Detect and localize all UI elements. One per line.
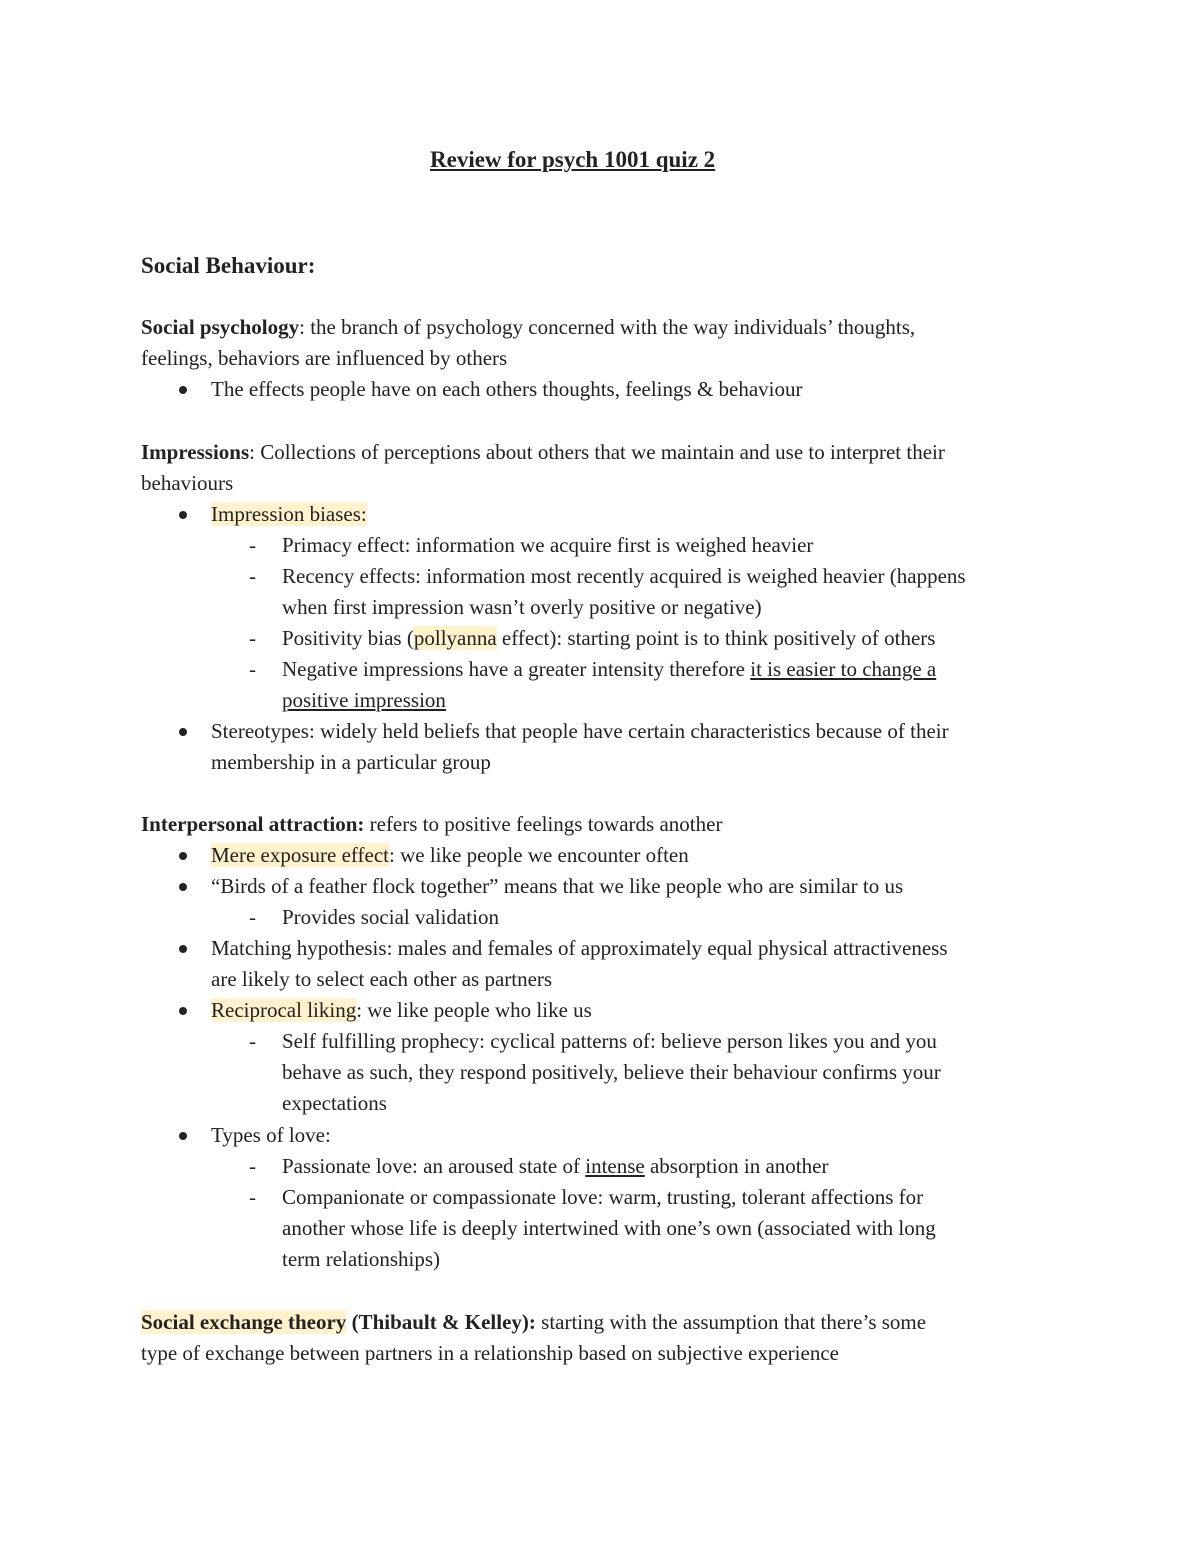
matching-line-1: Matching hypothesis: males and females of approximately equal physical attractiveness	[211, 936, 948, 960]
attraction-term: Interpersonal attraction:	[141, 812, 365, 836]
stereotypes-line-1: Stereotypes: widely held beliefs that people have certain characteristics because of their	[211, 719, 949, 743]
dash-marker: -	[249, 1154, 256, 1178]
dash-marker: -	[249, 626, 256, 650]
self-fulfilling-line-1: Self fulfilling prophecy: cyclical patterns of: believe person likes you and you	[282, 1029, 937, 1053]
impression-biases-label: Impression biases:	[211, 502, 367, 526]
recency-line-2: when first impression wasn’t overly positive or negative)	[282, 595, 762, 619]
impressions-line-1: Impressions: Collections of perceptions about others that we maintain and use to interpret their	[141, 440, 945, 464]
attraction-line: Interpersonal attraction: refers to positive feelings towards another	[141, 812, 723, 836]
positivity-bias: Positivity bias (pollyanna effect): starting point is to think positively of others	[282, 626, 936, 650]
dash-marker: -	[249, 564, 256, 588]
companionate-line-1: Companionate or compassionate love: warm, trusting, tolerant affections for	[282, 1185, 924, 1209]
recency-line-1: Recency effects: information most recently acquired is weighed heavier (happens	[282, 564, 966, 588]
dash-marker: -	[249, 657, 256, 681]
impressions-term: Impressions	[141, 440, 250, 464]
dash-marker: -	[249, 533, 256, 557]
social-psych-term: Social psychology	[141, 315, 300, 339]
exchange-line-1: Social exchange theory (Thibault & Kelley): starting with the assumption that there’s some	[141, 1310, 927, 1334]
bullet-icon	[179, 386, 187, 394]
types-of-love: Types of love:	[211, 1123, 331, 1147]
stereotypes-line-2: membership in a particular group	[211, 750, 491, 774]
dash-marker: -	[249, 905, 256, 929]
negative-impressions-line-1: Negative impressions have a greater intensity therefore it is easier to change a	[282, 657, 937, 681]
dash-marker: -	[249, 1185, 256, 1209]
exchange-line-2: type of exchange between partners in a relationship based on subjective experience	[141, 1341, 839, 1365]
bullet-icon	[179, 511, 187, 519]
negative-impressions-line-2: positive impression	[282, 688, 446, 712]
self-fulfilling-line-3: expectations	[282, 1091, 387, 1115]
bullet-icon	[179, 1007, 187, 1015]
companionate-line-2: another whose life is deeply intertwined with one’s own (associated with long	[282, 1216, 936, 1240]
primacy-effect: Primacy effect: information we acquire first is weighed heavier	[282, 533, 814, 557]
page-title: Review for psych 1001 quiz 2	[430, 147, 716, 172]
companionate-line-3: term relationships)	[282, 1247, 441, 1271]
self-fulfilling-line-2: behave as such, they respond positively, believe their behaviour confirms your	[282, 1060, 941, 1084]
mere-exposure: Mere exposure effect: we like people we encounter often	[211, 843, 689, 867]
bullet-icon	[179, 852, 187, 860]
bullet-icon	[179, 1132, 187, 1140]
bullet-icon	[179, 945, 187, 953]
section-heading: Social Behaviour:	[141, 253, 316, 278]
bullet-icon	[179, 883, 187, 891]
impressions-line-2: behaviours	[141, 471, 234, 495]
birds-of-a-feather: “Birds of a feather flock together” means that we like people who are similar to us	[211, 874, 904, 898]
reciprocal-liking: Reciprocal liking: we like people who like us	[211, 998, 592, 1022]
bullet-icon	[179, 728, 187, 736]
social-psych-line-1: Social psychology: the branch of psychology concerned with the way individuals’ thoughts,	[141, 315, 916, 339]
social-psych-line-2: feelings, behaviors are influenced by others	[141, 346, 508, 370]
social-psych-bullet: The effects people have on each others thoughts, feelings & behaviour	[211, 377, 803, 401]
social-validation: Provides social validation	[282, 905, 499, 929]
matching-line-2: are likely to select each other as partners	[211, 967, 553, 991]
dash-marker: -	[249, 1029, 256, 1053]
passionate-love: Passionate love: an aroused state of intense absorption in another	[282, 1154, 829, 1178]
exchange-term: Social exchange theory	[141, 1310, 347, 1334]
